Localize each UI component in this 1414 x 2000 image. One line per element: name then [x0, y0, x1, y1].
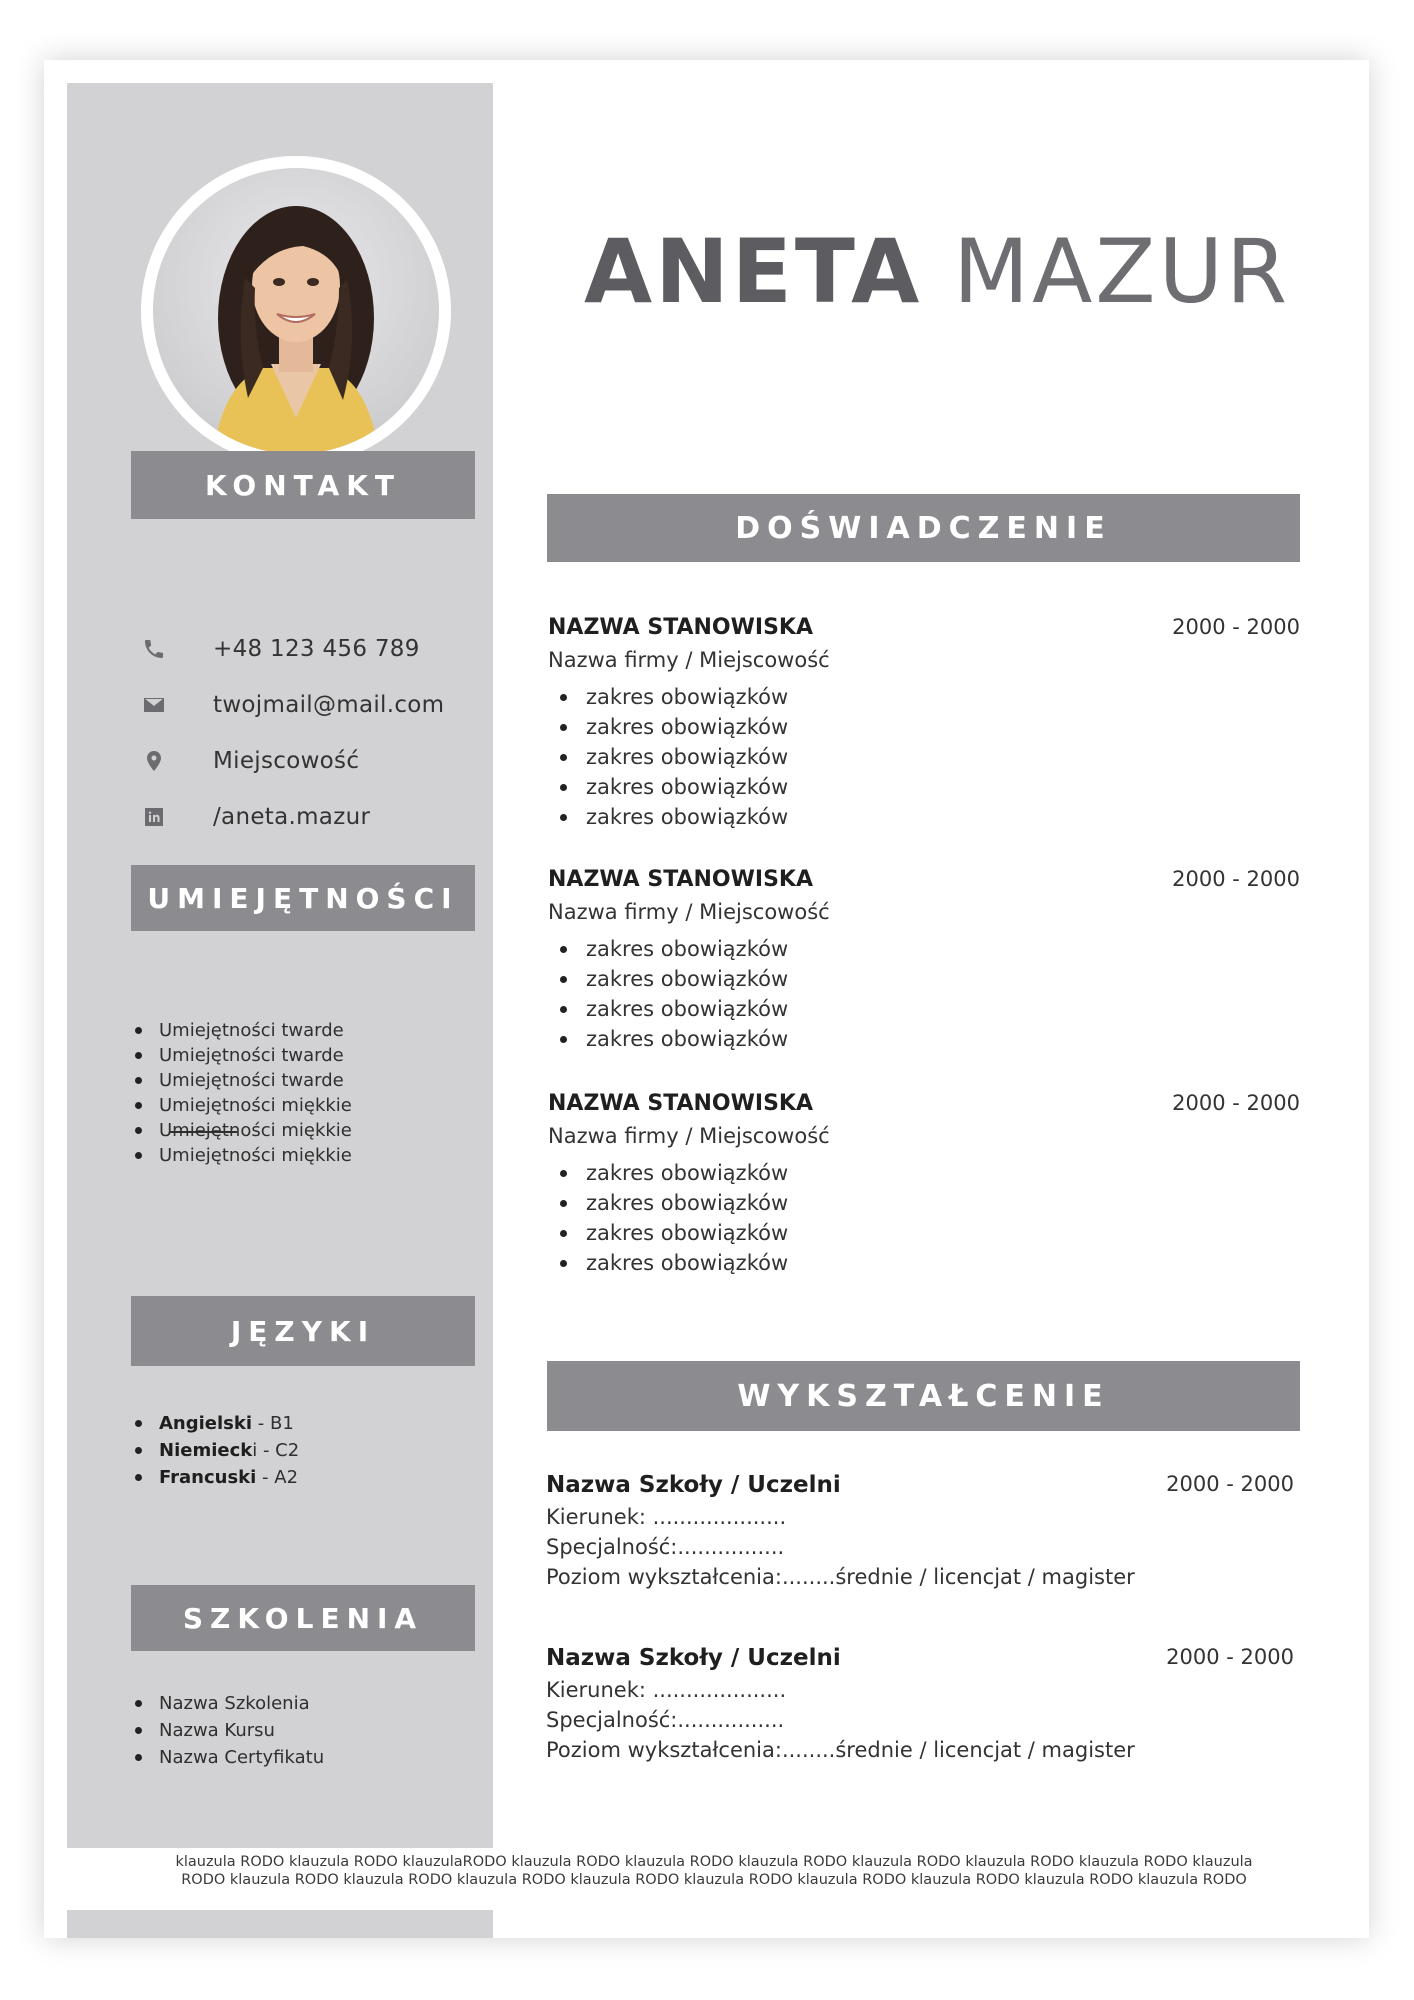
soft-skill-item: Umiejętności miękkie — [131, 1118, 352, 1143]
trainings-heading: SZKOLENIA — [131, 1585, 475, 1651]
gdpr-clause-line: RODO klauzula RODO klauzula RODO klauzula RODO klauzula RODO klauzula RODO klauzula RODO klauzula RODO klauzula RODO klauzula RODO — [181, 1872, 1247, 1888]
duties-list — [548, 682, 1300, 832]
gdpr-clause-line: klauzula RODO klauzula RODO klauzulaRODO klauzula RODO klauzula RODO klauzula RODO klauzula RODO klauzula RODO klauzula RODO klauzula — [175, 1854, 1253, 1870]
soft-skill-item: Umiejętności miękkie — [131, 1093, 352, 1118]
training-item: Nazwa Szkolenia — [131, 1690, 324, 1717]
school-name: Nazwa Szkoły / Uczelni — [546, 1472, 841, 1498]
language-level: - A2 — [256, 1467, 299, 1488]
linkedin-icon — [141, 804, 167, 830]
field-of-study: Kierunek: .................... — [546, 1505, 787, 1529]
job-company: Nazwa firmy / Miejscowość — [548, 1124, 830, 1148]
linkedin-handle[interactable]: /aneta.mazur — [213, 804, 371, 830]
language-name: Francuski — [159, 1467, 257, 1488]
soft-skill-item: Umiejętności miękkie — [131, 1143, 352, 1168]
sidebar — [67, 83, 493, 1848]
training-item: Nazwa Kursu — [131, 1717, 324, 1744]
duty-item: zakres obowiązków — [548, 682, 1300, 712]
duty-item: zakres obowiązków — [548, 772, 1300, 802]
experience-entry — [548, 615, 1300, 832]
experience-entry — [548, 867, 1300, 1054]
hard-skill-item: Umiejętności twarde — [131, 1043, 344, 1068]
last-name: MAZUR — [953, 220, 1291, 323]
job-company: Nazwa firmy / Miejscowość — [548, 900, 830, 924]
field-of-study: Kierunek: .................... — [546, 1678, 787, 1702]
language-item — [131, 1410, 299, 1437]
map-pin-icon — [141, 748, 167, 774]
hard-skill-item: Umiejętności twarde — [131, 1018, 344, 1043]
duty-item: zakres obowiązków — [548, 1218, 1300, 1248]
language-level: - B1 — [252, 1413, 294, 1434]
contact-email — [141, 677, 481, 733]
education-level: Poziom wykształcenia:........średnie / licencjat / magister — [546, 1565, 1135, 1589]
gdpr-clause — [114, 1853, 1314, 1889]
duty-item: zakres obowiązków — [548, 802, 1300, 832]
contact-location — [141, 733, 481, 789]
language-item — [131, 1437, 299, 1464]
education-level: Poziom wykształcenia:........średnie / licencjat / magister — [546, 1738, 1135, 1762]
duty-item: zakres obowiązków — [548, 712, 1300, 742]
contact-list — [141, 621, 481, 845]
contact-phone — [141, 621, 481, 677]
duties-list — [548, 934, 1300, 1054]
education-dates: 2000 - 2000 — [1166, 1472, 1294, 1496]
duties-list — [548, 1158, 1300, 1278]
profile-photo-frame — [141, 156, 451, 466]
contact-linkedin — [141, 789, 481, 845]
job-title: NAZWA STANOWISKA — [548, 867, 814, 892]
training-item: Nazwa Certyfikatu — [131, 1744, 324, 1771]
education-dates: 2000 - 2000 — [1166, 1645, 1294, 1669]
duty-item: zakres obowiązków — [548, 964, 1300, 994]
phone-icon — [141, 636, 167, 662]
language-item — [131, 1464, 299, 1491]
duty-item: zakres obowiązków — [548, 1188, 1300, 1218]
duty-item: zakres obowiązków — [548, 934, 1300, 964]
specialty: Specjalność:................ — [546, 1708, 785, 1732]
languages-list — [131, 1410, 299, 1491]
profile-photo — [153, 168, 439, 454]
contact-heading: KONTAKT — [131, 451, 475, 519]
envelope-icon — [141, 692, 167, 718]
soft-skills-list — [131, 1093, 352, 1168]
duty-item: zakres obowiązków — [548, 1248, 1300, 1278]
school-name: Nazwa Szkoły / Uczelni — [546, 1645, 841, 1671]
duty-item: zakres obowiązków — [548, 994, 1300, 1024]
cv-sheet — [44, 60, 1369, 1938]
sidebar-bottom-strip — [67, 1910, 493, 1938]
email-address[interactable]: twojmail@mail.com — [213, 692, 445, 718]
education-entry — [546, 1472, 1294, 1592]
language-name: Niemieck — [159, 1440, 253, 1461]
specialty: Specjalność:................ — [546, 1535, 785, 1559]
education-entry — [546, 1645, 1294, 1765]
job-dates: 2000 - 2000 — [1172, 615, 1300, 639]
languages-heading: JĘZYKI — [131, 1296, 475, 1366]
job-title: NAZWA STANOWISKA — [548, 615, 814, 640]
location-text: Miejscowość — [213, 748, 360, 774]
language-level: i - C2 — [252, 1440, 300, 1461]
portrait-image — [153, 168, 439, 454]
experience-entry — [548, 1091, 1300, 1278]
education-heading: WYKSZTAŁCENIE — [547, 1361, 1300, 1431]
job-dates: 2000 - 2000 — [1172, 1091, 1300, 1115]
hard-skills-list — [131, 1018, 344, 1093]
experience-heading: DOŚWIADCZENIE — [547, 494, 1300, 562]
language-name: Angielski — [159, 1413, 253, 1434]
duty-item: zakres obowiązków — [548, 1158, 1300, 1188]
first-name: ANETA — [584, 220, 923, 323]
skills-heading: UMIEJĘTNOŚCI — [131, 865, 475, 931]
candidate-name — [584, 220, 1314, 323]
duty-item: zakres obowiązków — [548, 1024, 1300, 1054]
job-title: NAZWA STANOWISKA — [548, 1091, 814, 1116]
phone-number[interactable]: +48 123 456 789 — [213, 636, 420, 662]
job-company: Nazwa firmy / Miejscowość — [548, 648, 830, 672]
trainings-list — [131, 1690, 324, 1771]
duty-item: zakres obowiązków — [548, 742, 1300, 772]
hard-skill-item: Umiejętności twarde — [131, 1068, 344, 1093]
job-dates: 2000 - 2000 — [1172, 867, 1300, 891]
